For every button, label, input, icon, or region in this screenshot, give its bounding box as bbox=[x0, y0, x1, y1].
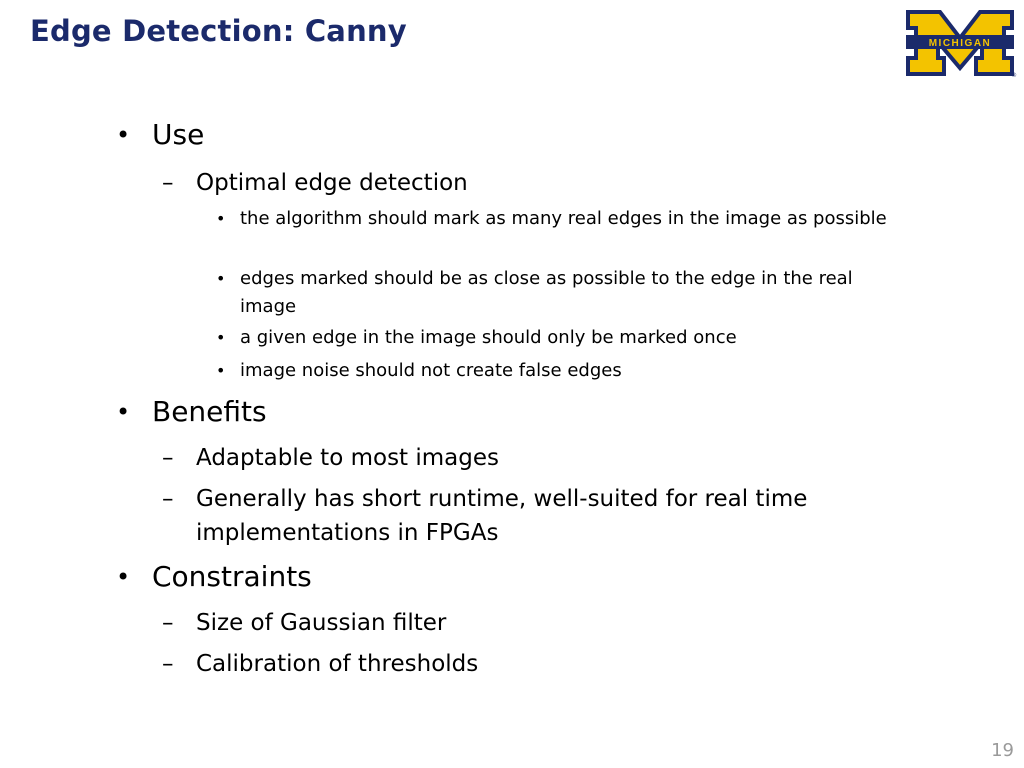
point-text: a given edge in the image should only be marked once bbox=[240, 327, 737, 348]
sub-text: Calibration of thresholds bbox=[196, 651, 479, 677]
bullet-benefits bbox=[116, 395, 267, 428]
sub-gaussian-filter bbox=[162, 606, 447, 640]
dash-marker: – bbox=[162, 651, 174, 677]
sub-text: Adaptable to most images bbox=[196, 445, 499, 471]
point-marked-once bbox=[216, 324, 890, 352]
point-close-to-edge bbox=[216, 265, 890, 321]
point-text: the algorithm should mark as many real edges in the image as possible bbox=[240, 208, 887, 229]
dash-marker: – bbox=[162, 445, 174, 471]
sub-text: Size of Gaussian filter bbox=[196, 610, 447, 636]
bullet-marker: • bbox=[116, 398, 131, 426]
point-text: edges marked should be as close as possible to the edge in the real image bbox=[240, 268, 853, 317]
dash-marker: – bbox=[162, 486, 174, 512]
point-text: image noise should not create false edges bbox=[240, 360, 622, 381]
bullet-benefits-label: Benefits bbox=[152, 395, 267, 428]
sub-text: Generally has short runtime, well-suited for real time implementations in FPGAs bbox=[196, 486, 808, 546]
slide-title: Edge Detection: Canny bbox=[30, 14, 407, 48]
bullet-marker: • bbox=[216, 328, 226, 347]
bullet-constraints bbox=[116, 560, 312, 593]
bullet-constraints-label: Constraints bbox=[152, 560, 312, 593]
sub-optimal-edge-detection-label: Optimal edge detection bbox=[196, 170, 468, 196]
bullet-marker: • bbox=[116, 121, 131, 149]
bullet-use-label: Use bbox=[152, 118, 205, 151]
sub-thresholds bbox=[162, 647, 479, 681]
logo-registered-mark: ® bbox=[1011, 72, 1017, 79]
dash-marker: – bbox=[162, 170, 174, 196]
bullet-marker: • bbox=[216, 361, 226, 380]
point-mark-real-edges bbox=[216, 205, 890, 233]
sub-optimal-edge-detection bbox=[162, 166, 468, 200]
page-number: 19 bbox=[991, 740, 1014, 761]
bullet-marker: • bbox=[216, 269, 226, 288]
dash-marker: – bbox=[162, 610, 174, 636]
bullet-use bbox=[116, 118, 205, 151]
sub-short-runtime bbox=[162, 482, 896, 550]
bullet-marker: • bbox=[216, 209, 226, 228]
logo-text: MICHIGAN bbox=[928, 38, 992, 49]
sub-adaptable bbox=[162, 441, 499, 475]
bullet-marker: • bbox=[116, 563, 131, 591]
point-noise bbox=[216, 357, 890, 385]
